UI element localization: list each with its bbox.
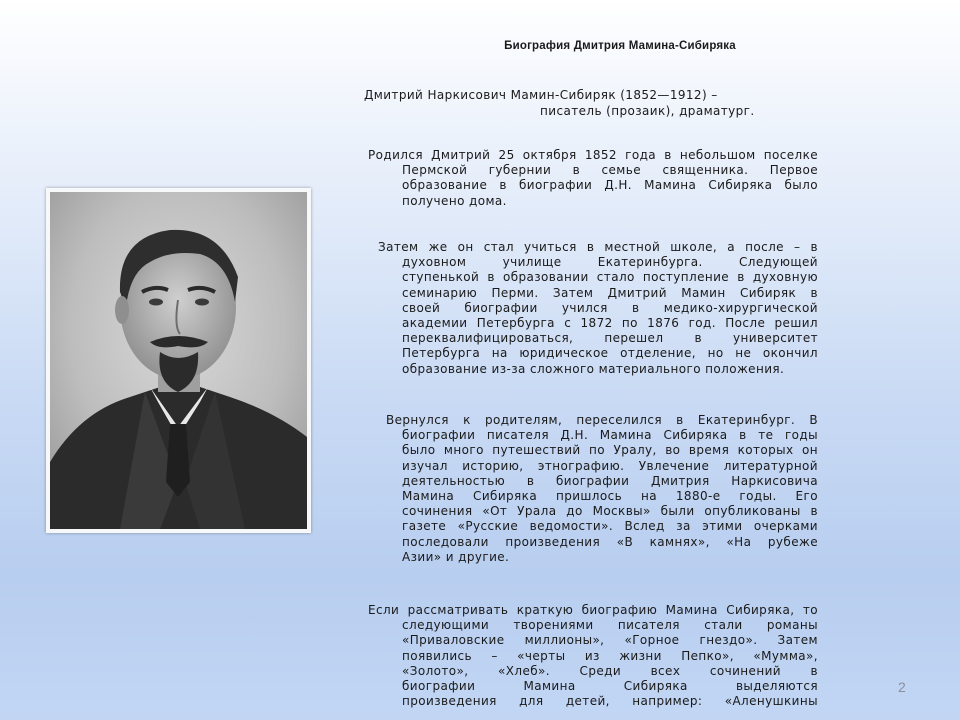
- paragraph-2-line: переквалифицироваться, перешел в университет: [402, 331, 818, 346]
- paragraph-2-line: образование из-за сложного материального положения.: [402, 361, 785, 376]
- paragraph-3-line: изучал историю, этнографию. Увлечение литературной: [402, 458, 818, 473]
- paragraph-1-line: получено дома.: [402, 193, 507, 208]
- paragraph-2-line: ступенькой в образовании стало поступление в духовную: [402, 270, 818, 285]
- paragraph-4-line: появились – «черты из жизни Пепко», «Мумма»,: [402, 648, 818, 663]
- slide-title: Биография Дмитрия Мамина-Сибиряка: [504, 40, 736, 52]
- paragraph-4-line: «Золото», «Хлеб». Среди всех сочинений в: [402, 663, 818, 678]
- paragraph-3-first-line: Вернулся к родителям, переселился в Екатеринбург. В: [386, 413, 818, 427]
- paragraph-3-line: Мамина Сибиряка пришлось на 1880-е годы. Его: [402, 489, 818, 504]
- paragraph-2-line: своей биографии учился в медико-хирургической: [402, 300, 818, 315]
- intro-line-2: писатель (прозаик), драматург.: [540, 104, 755, 118]
- portrait-frame: [46, 188, 311, 533]
- paragraph-4-line: «Приваловские миллионы», «Горное гнездо». Затем: [402, 633, 818, 648]
- paragraph-3: [386, 413, 818, 565]
- paragraph-2: [378, 240, 818, 377]
- paragraph-3-line: деятельностью в биографии Дмитрия Наркисовича: [402, 473, 818, 488]
- paragraph-4-line: следующими творениями писателя стали романы: [402, 618, 818, 633]
- paragraph-3-line: было много путешествий по Уралу, во время которых он: [402, 443, 818, 458]
- paragraph-2-first-line: Затем же он стал учиться в местной школе, а после – в: [378, 240, 818, 254]
- paragraph-2-line: духовном училище Екатеринбурга. Следующей: [402, 255, 818, 270]
- paragraph-2-line: семинарию Перми. Затем Дмитрий Мамин Сибиряк в: [402, 285, 818, 300]
- paragraph-2-line: Петербурга на юридическое отделение, но не окончил: [402, 346, 818, 361]
- paragraph-1: [368, 148, 818, 209]
- paragraph-1-first-line: Родился Дмитрий 25 октября 1852 года в небольшом поселке: [368, 148, 818, 162]
- paragraph-3-line: последовали произведения «В камнях», «На рубеже: [402, 534, 818, 549]
- paragraph-2-line: академии Петербурга с 1872 по 1876 год. После решил: [402, 316, 818, 331]
- paragraph-3-line: Азии» и другие.: [402, 549, 510, 564]
- paragraph-4-first-line: Если рассматривать краткую биографию Мамина Сибиряка, то: [368, 603, 818, 617]
- paragraph-4-line: произведения для детей, например: «Аленушкины: [402, 694, 818, 709]
- paragraph-4: [368, 603, 818, 709]
- page-number: 2: [898, 679, 906, 695]
- portrait-image: [50, 192, 307, 529]
- paragraph-3-line: сочинения «От Урала до Москвы» были опубликованы в: [402, 504, 818, 519]
- paragraph-1-line: Пермской губернии в семье священника. Первое: [402, 163, 818, 178]
- paragraph-3-line: биографии писателя Д.Н. Мамина Сибиряка в те годы: [402, 428, 818, 443]
- paragraph-3-line: газете «Русские ведомости». Вслед за этими очерками: [402, 519, 818, 534]
- paragraph-1-line: образование в биографии Д.Н. Мамина Сибиряка было: [402, 178, 818, 193]
- intro-line-1: Дмитрий Наркисович Мамин-Сибиряк (1852—1912) –: [364, 88, 718, 102]
- paragraph-4-line: биографии Мамина Сибиряка выделяются: [402, 679, 818, 694]
